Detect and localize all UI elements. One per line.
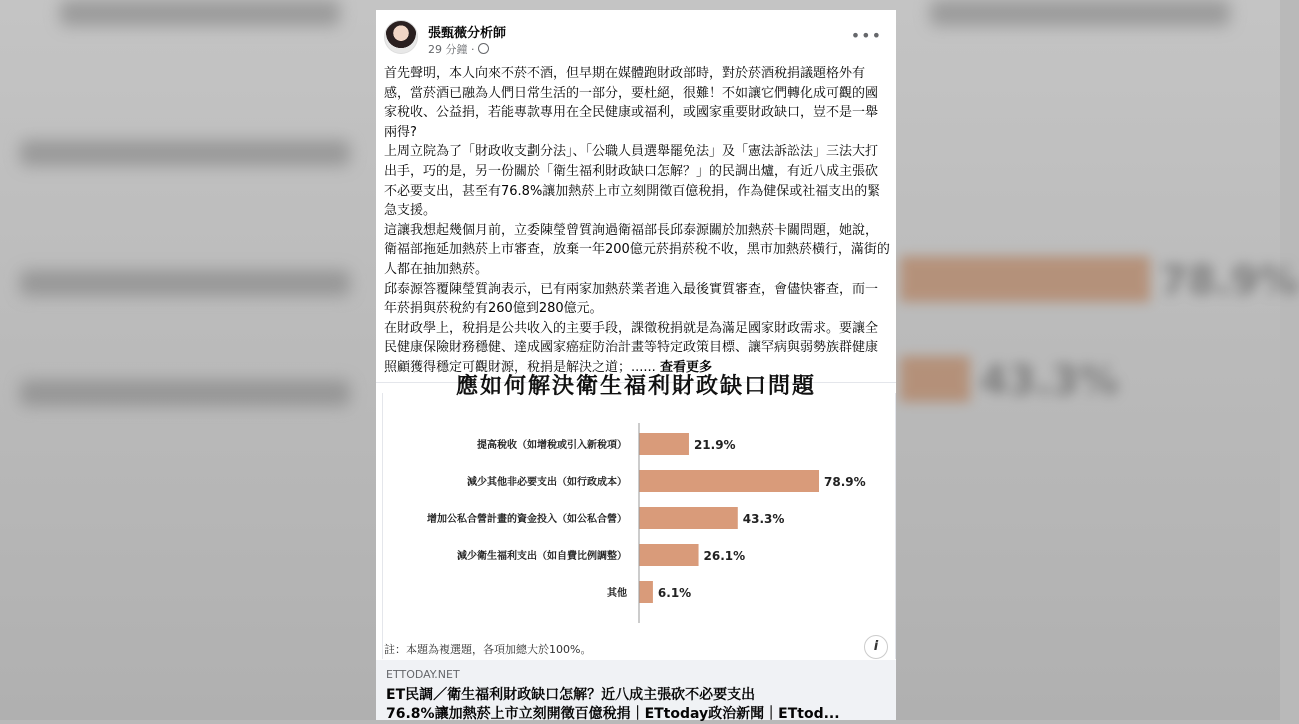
link-preview[interactable] (376, 660, 896, 720)
data-label: 26.1% (703, 549, 746, 563)
category-label: 增加公私合營計畫的資金投入（如公私合營） (427, 514, 627, 525)
post-meta (428, 41, 489, 57)
post-time[interactable]: 29 分鐘 · (428, 43, 475, 56)
blurred-bg-text-right (930, 0, 1230, 26)
link-title-line: ET民調／衛生福利財政缺口怎解？近八成主張砍不必要支出 (386, 687, 756, 703)
link-domain: ETTODAY.NET (386, 668, 460, 681)
bar (639, 507, 738, 529)
facebook-post-card (376, 10, 896, 720)
blurred-bg-bar (900, 356, 970, 402)
category-label: 其他 (607, 588, 627, 599)
blurred-bg-percent: 43.3% (980, 358, 1119, 404)
blurred-bg-text-left (20, 380, 350, 406)
post-paragraph: 在財政學上，稅捐是公共收入的主要手段，課徵稅捐就是為滿足國家財政需求。要讓全民健康保險財務穩健、達成國家癌症防治計畫等特定政策目標、讓罕病與弱勢族群健康照顧獲得穩定可觀財源，稅捐是解決之道；...... (384, 320, 879, 375)
category-label: 提高稅收（如增稅或引入新稅項） (477, 440, 627, 451)
chart-frame (382, 393, 896, 659)
bar-chart (383, 393, 893, 643)
blurred-bg-text-left (20, 270, 350, 296)
globe-icon (478, 43, 489, 54)
more-options-icon[interactable]: ••• (850, 26, 882, 45)
chart-title: 應如何解決衛生福利財政缺口問題 (455, 374, 816, 399)
bar (639, 470, 819, 492)
blurred-bg-text-left (20, 140, 350, 166)
bar (639, 581, 653, 603)
post-paragraph: 這讓我想起幾個月前，立委陳瑩曾質詢過衛福部長邱泰源關於加熱菸卡關問題，她說，衛福部拖延加熱菸上市審查，放棄一年200億元菸捐菸稅不收，黑市加熱菸橫行，滿街的人都在抽加熱菸。 (384, 222, 890, 277)
bar (639, 433, 689, 455)
post-paragraph: 上周立院為了「財政收支劃分法」、「公職人員選舉罷免法」及「憲法訴訟法」三法大打出手，巧的是，另一份關於「衛生福利財政缺口怎解？」的民調出爐，有近八成主張砍不必要支出，甚至有76.8%讓加熱菸上市立刻開徵百億稅捐，作為健保或社福支出的緊急支援。 (384, 144, 881, 219)
link-title-line: 76.8%讓加熱菸上市立刻開徵百億稅捐｜ETtoday政治新聞｜ETtod... (386, 706, 840, 722)
data-label: 43.3% (742, 512, 785, 526)
category-label: 減少衛生福利支出（如自費比例調整） (457, 551, 627, 562)
blurred-bg-bar (900, 256, 1150, 302)
post-paragraph: 首先聲明，本人向來不菸不酒，但早期在媒體跑財政部時，對於菸酒稅捐議題格外有感，當菸酒已融為人們日常生活的一部分，要杜絕，很難！不如讓它們轉化成可觀的國家稅收、公益捐，若能專款專用在全民健康或福利，或國家重要財政缺口，豈不是一舉兩得? (384, 66, 879, 140)
info-icon[interactable]: i (864, 635, 888, 659)
author-name[interactable]: 張甄薇分析師 (428, 26, 507, 41)
bar (639, 544, 699, 566)
post-body (384, 64, 890, 378)
data-label: 21.9% (693, 438, 736, 452)
avatar[interactable] (384, 20, 418, 54)
chart-note: 註：本題為複選題，各項加總大於100%。 (384, 643, 592, 656)
chart-image[interactable] (376, 374, 896, 661)
post-header (384, 20, 888, 62)
data-label: 78.9% (824, 475, 866, 489)
link-title[interactable] (386, 686, 886, 724)
category-label: 減少其他非必要支出（如行政成本） (467, 477, 627, 488)
data-label: 6.1% (657, 586, 692, 600)
post-paragraph: 邱泰源答覆陳瑩質詢表示，已有兩家加熱菸業者進入最後實質審查，會儘快審查，而一年菸捐與菸稅約有260億到280億元。 (384, 281, 879, 317)
blurred-bg-text-left (60, 0, 340, 26)
blurred-bg-percent: 78.9% (1160, 258, 1299, 304)
see-more-link[interactable]: 查看更多 (659, 359, 712, 375)
